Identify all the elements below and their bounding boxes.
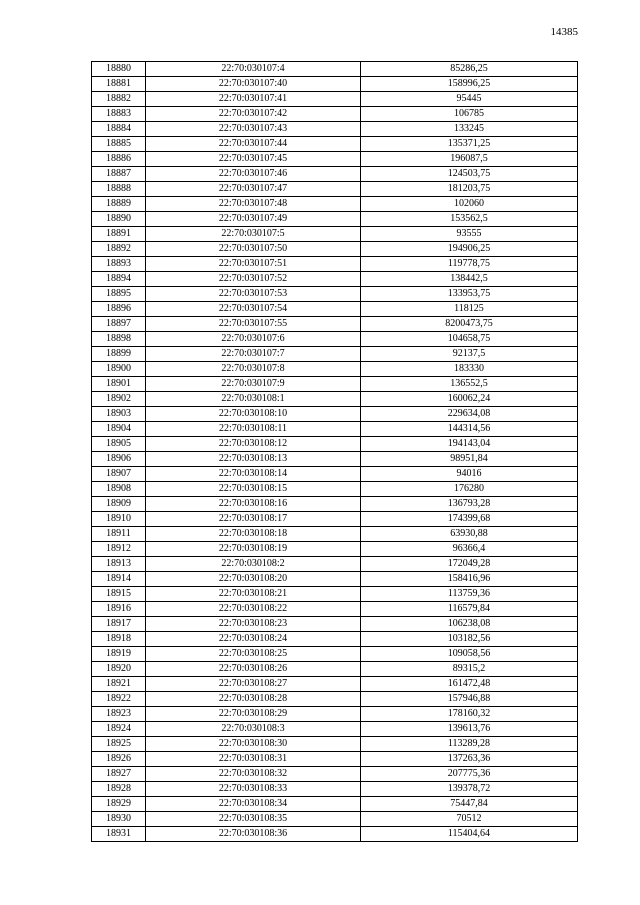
cadastral-number-cell: 22:70:030108:22: [146, 602, 361, 617]
cadastral-number-cell: 22:70:030108:31: [146, 752, 361, 767]
table-row: [92, 227, 578, 242]
row-number-cell: 18931: [92, 827, 146, 842]
cadastral-number-cell: 22:70:030108:29: [146, 707, 361, 722]
row-number-cell: 18915: [92, 587, 146, 602]
row-number-cell: 18882: [92, 92, 146, 107]
table-row: [92, 257, 578, 272]
table-row: [92, 662, 578, 677]
cadastral-number-cell: 22:70:030108:13: [146, 452, 361, 467]
value-cell: 92137,5: [361, 347, 578, 362]
row-number-cell: 18924: [92, 722, 146, 737]
table-row: [92, 602, 578, 617]
value-cell: 153562,5: [361, 212, 578, 227]
value-cell: 161472,48: [361, 677, 578, 692]
cadastral-number-cell: 22:70:030107:46: [146, 167, 361, 182]
cadastral-number-cell: 22:70:030108:36: [146, 827, 361, 842]
cadastral-number-cell: 22:70:030107:44: [146, 137, 361, 152]
cadastral-number-cell: 22:70:030107:40: [146, 77, 361, 92]
cadastral-number-cell: 22:70:030107:47: [146, 182, 361, 197]
row-number-cell: 18907: [92, 467, 146, 482]
value-cell: 85286,25: [361, 62, 578, 77]
cadastral-number-cell: 22:70:030108:28: [146, 692, 361, 707]
data-table-container: [91, 61, 578, 842]
row-number-cell: 18914: [92, 572, 146, 587]
value-cell: 158416,96: [361, 572, 578, 587]
value-cell: 8200473,75: [361, 317, 578, 332]
row-number-cell: 18889: [92, 197, 146, 212]
table-row: [92, 122, 578, 137]
cadastral-number-cell: 22:70:030108:11: [146, 422, 361, 437]
value-cell: 113759,36: [361, 587, 578, 602]
table-row: [92, 467, 578, 482]
value-cell: 104658,75: [361, 332, 578, 347]
table-row: [92, 707, 578, 722]
cadastral-number-cell: 22:70:030107:7: [146, 347, 361, 362]
data-table: [91, 61, 578, 842]
table-row: [92, 137, 578, 152]
row-number-cell: 18926: [92, 752, 146, 767]
table-row: [92, 632, 578, 647]
table-row: [92, 497, 578, 512]
cadastral-number-cell: 22:70:030108:16: [146, 497, 361, 512]
value-cell: 178160,32: [361, 707, 578, 722]
value-cell: 157946,88: [361, 692, 578, 707]
table-row: [92, 107, 578, 122]
table-row: [92, 152, 578, 167]
table-row: [92, 572, 578, 587]
table-row: [92, 812, 578, 827]
table-row: [92, 302, 578, 317]
cadastral-number-cell: 22:70:030107:48: [146, 197, 361, 212]
table-row: [92, 377, 578, 392]
value-cell: 109058,56: [361, 647, 578, 662]
cadastral-number-cell: 22:70:030108:21: [146, 587, 361, 602]
value-cell: 160062,24: [361, 392, 578, 407]
value-cell: 136552,5: [361, 377, 578, 392]
value-cell: 174399,68: [361, 512, 578, 527]
row-number-cell: 18903: [92, 407, 146, 422]
table-row: [92, 212, 578, 227]
value-cell: 124503,75: [361, 167, 578, 182]
cadastral-number-cell: 22:70:030108:15: [146, 482, 361, 497]
table-row: [92, 482, 578, 497]
row-number-cell: 18928: [92, 782, 146, 797]
value-cell: 93555: [361, 227, 578, 242]
value-cell: 172049,28: [361, 557, 578, 572]
row-number-cell: 18880: [92, 62, 146, 77]
table-row: [92, 722, 578, 737]
value-cell: 116579,84: [361, 602, 578, 617]
row-number-cell: 18908: [92, 482, 146, 497]
table-row: [92, 317, 578, 332]
value-cell: 113289,28: [361, 737, 578, 752]
row-number-cell: 18917: [92, 617, 146, 632]
table-row: [92, 542, 578, 557]
cadastral-number-cell: 22:70:030107:9: [146, 377, 361, 392]
value-cell: 70512: [361, 812, 578, 827]
value-cell: 63930,88: [361, 527, 578, 542]
row-number-cell: 18912: [92, 542, 146, 557]
cadastral-number-cell: 22:70:030108:24: [146, 632, 361, 647]
cadastral-number-cell: 22:70:030107:8: [146, 362, 361, 377]
cadastral-number-cell: 22:70:030108:14: [146, 467, 361, 482]
table-row: [92, 92, 578, 107]
cadastral-number-cell: 22:70:030108:26: [146, 662, 361, 677]
value-cell: 136793,28: [361, 497, 578, 512]
cadastral-number-cell: 22:70:030107:55: [146, 317, 361, 332]
row-number-cell: 18883: [92, 107, 146, 122]
table-row: [92, 617, 578, 632]
table-row: [92, 527, 578, 542]
value-cell: 103182,56: [361, 632, 578, 647]
cadastral-number-cell: 22:70:030108:1: [146, 392, 361, 407]
cadastral-number-cell: 22:70:030108:17: [146, 512, 361, 527]
table-body: [92, 62, 578, 842]
value-cell: 196087,5: [361, 152, 578, 167]
table-row: [92, 62, 578, 77]
table-row: [92, 782, 578, 797]
row-number-cell: 18923: [92, 707, 146, 722]
row-number-cell: 18930: [92, 812, 146, 827]
row-number-cell: 18906: [92, 452, 146, 467]
cadastral-number-cell: 22:70:030108:23: [146, 617, 361, 632]
value-cell: 137263,36: [361, 752, 578, 767]
cadastral-number-cell: 22:70:030108:3: [146, 722, 361, 737]
table-row: [92, 827, 578, 842]
cadastral-number-cell: 22:70:030108:25: [146, 647, 361, 662]
cadastral-number-cell: 22:70:030107:43: [146, 122, 361, 137]
row-number-cell: 18881: [92, 77, 146, 92]
row-number-cell: 18884: [92, 122, 146, 137]
row-number-cell: 18886: [92, 152, 146, 167]
table-row: [92, 797, 578, 812]
table-row: [92, 272, 578, 287]
cadastral-number-cell: 22:70:030108:18: [146, 527, 361, 542]
row-number-cell: 18902: [92, 392, 146, 407]
value-cell: 181203,75: [361, 182, 578, 197]
row-number-cell: 18925: [92, 737, 146, 752]
table-row: [92, 437, 578, 452]
table-row: [92, 77, 578, 92]
cadastral-number-cell: 22:70:030108:33: [146, 782, 361, 797]
value-cell: 133953,75: [361, 287, 578, 302]
cadastral-number-cell: 22:70:030108:2: [146, 557, 361, 572]
table-row: [92, 362, 578, 377]
value-cell: 139378,72: [361, 782, 578, 797]
value-cell: 158996,25: [361, 77, 578, 92]
cadastral-number-cell: 22:70:030107:50: [146, 242, 361, 257]
table-row: [92, 242, 578, 257]
value-cell: 144314,56: [361, 422, 578, 437]
cadastral-number-cell: 22:70:030107:53: [146, 287, 361, 302]
table-row: [92, 512, 578, 527]
value-cell: 94016: [361, 467, 578, 482]
value-cell: 183330: [361, 362, 578, 377]
cadastral-number-cell: 22:70:030108:27: [146, 677, 361, 692]
table-row: [92, 677, 578, 692]
table-row: [92, 737, 578, 752]
value-cell: 98951,84: [361, 452, 578, 467]
cadastral-number-cell: 22:70:030108:12: [146, 437, 361, 452]
row-number-cell: 18904: [92, 422, 146, 437]
row-number-cell: 18909: [92, 497, 146, 512]
value-cell: 102060: [361, 197, 578, 212]
value-cell: 229634,08: [361, 407, 578, 422]
row-number-cell: 18922: [92, 692, 146, 707]
row-number-cell: 18920: [92, 662, 146, 677]
value-cell: 194143,04: [361, 437, 578, 452]
cadastral-number-cell: 22:70:030108:10: [146, 407, 361, 422]
value-cell: 106785: [361, 107, 578, 122]
row-number-cell: 18900: [92, 362, 146, 377]
row-number-cell: 18885: [92, 137, 146, 152]
value-cell: 176280: [361, 482, 578, 497]
cadastral-number-cell: 22:70:030108:30: [146, 737, 361, 752]
value-cell: 194906,25: [361, 242, 578, 257]
table-row: [92, 392, 578, 407]
row-number-cell: 18929: [92, 797, 146, 812]
cadastral-number-cell: 22:70:030107:54: [146, 302, 361, 317]
cadastral-number-cell: 22:70:030108:32: [146, 767, 361, 782]
row-number-cell: 18913: [92, 557, 146, 572]
row-number-cell: 18910: [92, 512, 146, 527]
value-cell: 138442,5: [361, 272, 578, 287]
value-cell: 75447,84: [361, 797, 578, 812]
row-number-cell: 18888: [92, 182, 146, 197]
value-cell: 115404,64: [361, 827, 578, 842]
value-cell: 118125: [361, 302, 578, 317]
cadastral-number-cell: 22:70:030108:35: [146, 812, 361, 827]
row-number-cell: 18899: [92, 347, 146, 362]
row-number-cell: 18893: [92, 257, 146, 272]
row-number-cell: 18891: [92, 227, 146, 242]
row-number-cell: 18887: [92, 167, 146, 182]
row-number-cell: 18895: [92, 287, 146, 302]
value-cell: 133245: [361, 122, 578, 137]
table-row: [92, 767, 578, 782]
cadastral-number-cell: 22:70:030107:6: [146, 332, 361, 347]
page-number: 14385: [550, 26, 578, 38]
cadastral-number-cell: 22:70:030108:34: [146, 797, 361, 812]
value-cell: 95445: [361, 92, 578, 107]
row-number-cell: 18918: [92, 632, 146, 647]
cadastral-number-cell: 22:70:030107:52: [146, 272, 361, 287]
row-number-cell: 18921: [92, 677, 146, 692]
table-row: [92, 332, 578, 347]
cadastral-number-cell: 22:70:030107:4: [146, 62, 361, 77]
cadastral-number-cell: 22:70:030107:5: [146, 227, 361, 242]
table-row: [92, 347, 578, 362]
cadastral-number-cell: 22:70:030108:19: [146, 542, 361, 557]
cadastral-number-cell: 22:70:030107:42: [146, 107, 361, 122]
row-number-cell: 18911: [92, 527, 146, 542]
value-cell: 96366,4: [361, 542, 578, 557]
cadastral-number-cell: 22:70:030107:51: [146, 257, 361, 272]
row-number-cell: 18896: [92, 302, 146, 317]
row-number-cell: 18892: [92, 242, 146, 257]
table-row: [92, 197, 578, 212]
table-row: [92, 587, 578, 602]
row-number-cell: 18897: [92, 317, 146, 332]
row-number-cell: 18916: [92, 602, 146, 617]
row-number-cell: 18894: [92, 272, 146, 287]
table-row: [92, 167, 578, 182]
table-row: [92, 647, 578, 662]
value-cell: 119778,75: [361, 257, 578, 272]
row-number-cell: 18919: [92, 647, 146, 662]
row-number-cell: 18901: [92, 377, 146, 392]
row-number-cell: 18898: [92, 332, 146, 347]
row-number-cell: 18927: [92, 767, 146, 782]
cadastral-number-cell: 22:70:030107:45: [146, 152, 361, 167]
table-row: [92, 287, 578, 302]
table-row: [92, 452, 578, 467]
value-cell: 207775,36: [361, 767, 578, 782]
cadastral-number-cell: 22:70:030108:20: [146, 572, 361, 587]
table-row: [92, 422, 578, 437]
row-number-cell: 18890: [92, 212, 146, 227]
value-cell: 135371,25: [361, 137, 578, 152]
table-row: [92, 752, 578, 767]
cadastral-number-cell: 22:70:030107:49: [146, 212, 361, 227]
table-row: [92, 557, 578, 572]
table-row: [92, 692, 578, 707]
table-row: [92, 407, 578, 422]
cadastral-number-cell: 22:70:030107:41: [146, 92, 361, 107]
row-number-cell: 18905: [92, 437, 146, 452]
value-cell: 139613,76: [361, 722, 578, 737]
value-cell: 106238,08: [361, 617, 578, 632]
table-row: [92, 182, 578, 197]
value-cell: 89315,2: [361, 662, 578, 677]
